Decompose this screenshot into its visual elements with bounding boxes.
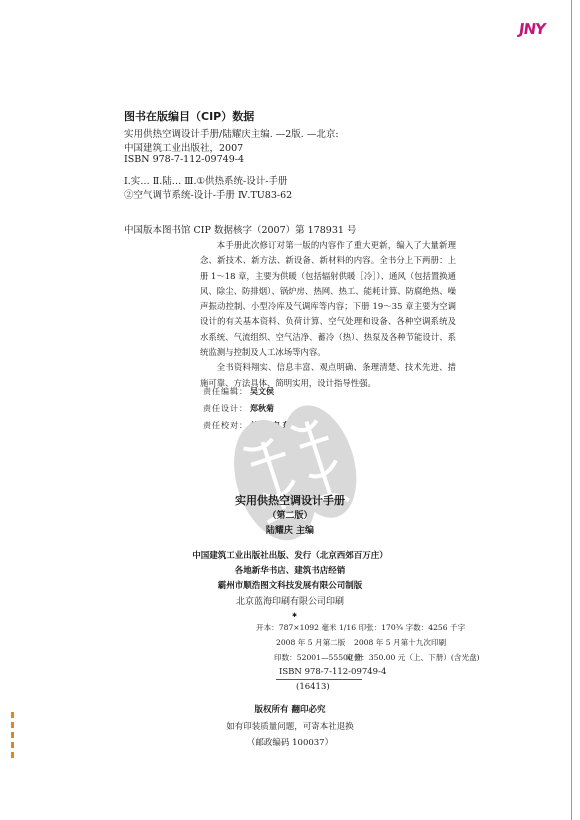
isbn-number: ISBN 978-7-112-09749-4	[279, 667, 387, 677]
book-editor: 陆耀庆 主编	[265, 526, 315, 536]
imprint-distributor: 各地新华书店、建筑书店经销	[234, 566, 346, 576]
credit-proofreader: 责任校对：	[203, 421, 248, 430]
credit-editor: 责任编辑： 吴文侯	[203, 387, 274, 396]
page-edge	[571, 0, 572, 820]
cip-line: 实用供热空调设计手册/陆耀庆主编. —2版. —北京:	[124, 129, 339, 140]
rights-postal-code: （邮政编码 100037）	[246, 738, 334, 748]
spec-price: 定价：350.00 元（上、下册）(含光盘)	[346, 653, 480, 662]
rights-reserved: 版权所有 翻印必究	[254, 705, 326, 715]
cip-line: ISBN 978-7-112-09749-4	[124, 154, 244, 165]
publisher-logo: JNY	[517, 20, 547, 38]
imprint-publisher: 中国建筑工业出版社出版、发行（北京西郊百万庄）	[192, 551, 388, 561]
imprint-typesetter: 霸州市顺浩图文科技发展有限公司制版	[217, 581, 363, 591]
spec-print-date: 2008 年 5 月第十九次印刷	[354, 638, 447, 647]
book-summary	[200, 238, 456, 391]
cip-line: Ⅰ.实… Ⅱ.陆… Ⅲ.①供热系统-设计-手册	[124, 176, 288, 187]
cip-heading: 图书在版编目（CIP）数据	[124, 110, 255, 123]
book-title: 实用供热空调设计手册	[235, 494, 345, 507]
rights-return-notice: 如有印装质量问题，可寄本社退换	[226, 722, 354, 732]
book-code: (16413)	[296, 682, 330, 692]
isbn-underline	[276, 679, 362, 680]
credit-designer: 责任设计： 郑秋菊	[203, 404, 274, 413]
cip-verification-number: 中国版本图书馆 CIP 数据核字（2007）第 178931 号	[124, 225, 357, 236]
cip-line: 中国建筑工业出版社，2007	[124, 143, 244, 154]
spec-edition-date: 2008 年 5 月第二版	[276, 638, 346, 647]
summary-paragraph: 本手册此次修订对第一版的内容作了重大更新，编入了大量新理念、新技术、新方法、新设备、新材料的内容。全书分上下两册：上册 1～18 章，主要为供暖（包括辐射供暖［冷］）、通风（包括置换通风、除尘、防排烟）、锅炉房、热网、热工、能耗计算、防腐绝热、噪声振动控制、小型冷库及气调库等内容；下册 19～35 章主要为空调设计的有关基本资料、负荷计算、空气处理和设备、各种空调系统及水系统、气流组织、空气洁净、蓄冷（热）、热泵及各种节能设计、系统监测与控制及人工冰场等内容。	[200, 240, 456, 358]
spec-print-run: 印数：52001—55500 册	[274, 653, 363, 662]
cip-line: ②空气调节系统-设计-手册 Ⅳ.TU83-62	[124, 190, 293, 201]
binding-marks	[8, 708, 20, 762]
spec-format: 开本：787×1092 毫米 1/16 印张：170¾ 字数：4256 千字	[256, 623, 466, 632]
book-edition: （第二版）	[267, 511, 313, 521]
separator-dot: ✱	[292, 612, 298, 619]
summary-paragraph: 全书资料翔实、信息丰富、观点明确、条理清楚、技术先进、措施可靠、方法具体、简明实用，设计指导性强。	[200, 362, 456, 388]
imprint-printer: 北京蓝海印刷有限公司印刷	[235, 597, 344, 607]
